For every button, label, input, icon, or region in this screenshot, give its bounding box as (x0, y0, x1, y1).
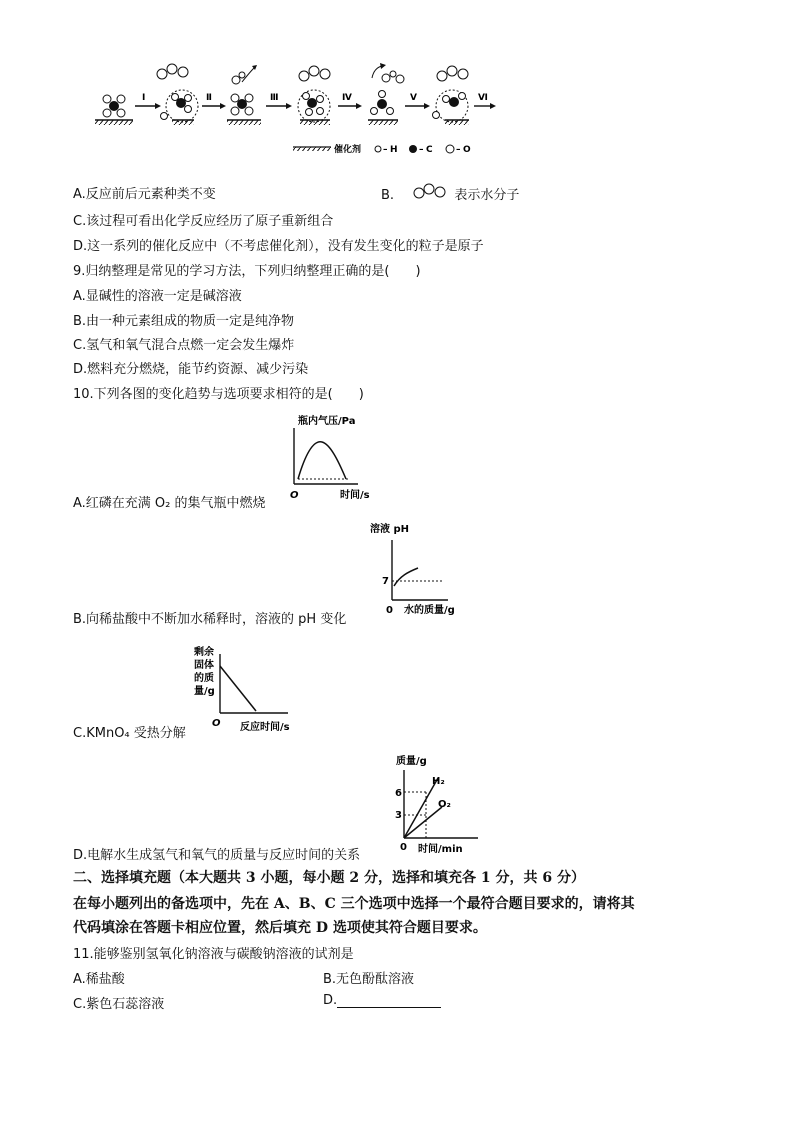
chart-a-xlabel: 时间/s (340, 490, 370, 501)
q9-option-c: C.氢气和氧气混合点燃一定会发生爆炸 (73, 338, 295, 353)
chart-d-o2-line (404, 807, 442, 838)
chart-b-origin: 0 (386, 605, 393, 616)
q9-option-b: B.由一种元素组成的物质一定是纯净物 (73, 314, 295, 329)
q11-answer-blank[interactable] (337, 995, 441, 1008)
arrow-step-5 (405, 93, 430, 109)
chart-c-ylabel-2: 固体 (194, 660, 214, 671)
stage-2 (227, 65, 261, 125)
chart-d-electrolysis (382, 752, 492, 856)
q8-option-b-prefix: B. (381, 188, 395, 203)
svg-text:–: – (456, 145, 461, 155)
chart-a-curve (298, 442, 346, 479)
q8-option-b-text: 表示水分子 (454, 188, 520, 203)
q8-option-d: D.这一系列的催化反应中（不考虑催化剂），没有发生变化的粒子是原子 (73, 239, 484, 254)
arrow-step-4 (338, 93, 362, 109)
chart-d-h2-line (404, 778, 438, 838)
svg-text:H: H (390, 145, 398, 155)
chart-c-curve (220, 666, 256, 711)
svg-text:催化剂: 催化剂 (334, 145, 362, 155)
q11-option-c: C.紫色石蕊溶液 (73, 997, 165, 1012)
water-molecule-model-icon (412, 183, 448, 201)
stage-5 (433, 66, 470, 125)
stage-4 (368, 63, 404, 125)
chart-d-ytick-6: 6 (395, 788, 402, 799)
chart-d-ylabel: 质量/g (396, 756, 427, 767)
arrow-step-1 (135, 93, 161, 109)
q10-option-b: B.向稀盐酸中不断加水稀释时，溶液的 pH 变化 (73, 612, 347, 627)
chart-c-ylabel-1: 剩余 (194, 647, 214, 658)
q8-option-a: A.反应前后元素种类不变 (73, 187, 216, 202)
arrow-step-2 (202, 93, 226, 109)
q10-option-d: D.电解水生成氢气和氧气的质量与反应时间的关系 (73, 848, 361, 863)
q10-option-a: A.红磷在充满 O₂ 的集气瓶中燃烧 (73, 496, 266, 511)
q11-stem: 11.能够鉴别氢氧化钠溶液与碳酸钠溶液的试剂是 (73, 947, 354, 962)
q8-option-c: C.该过程可看出化学反应经历了原子重新组合 (73, 214, 334, 229)
svg-text:Ⅴ: Ⅴ (410, 93, 417, 103)
q9-stem: 9.归纳整理是常见的学习方法，下列归纳整理正确的是( ) (73, 264, 421, 279)
chart-b-ylabel: 溶液 pH (370, 524, 410, 535)
svg-text:–: – (383, 145, 388, 155)
chart-c-kmno4 (190, 644, 310, 734)
chart-b-ph (364, 520, 474, 620)
svg-text:Ⅱ: Ⅱ (206, 93, 212, 103)
stage-0 (95, 95, 133, 125)
chart-d-h2-label: H₂ (432, 776, 445, 787)
chart-d-origin: 0 (400, 842, 407, 853)
svg-text:C: C (426, 145, 433, 155)
stage-3 (298, 66, 330, 125)
chart-d-ytick-3: 3 (395, 810, 402, 821)
svg-text:Ⅳ: Ⅳ (342, 93, 352, 103)
chart-a-pressure (282, 412, 392, 504)
diagram-legend (293, 143, 471, 155)
stage-1 (157, 64, 198, 125)
svg-text:–: – (419, 145, 424, 155)
catalytic-reaction-diagram (90, 58, 500, 168)
svg-text:Ⅲ: Ⅲ (270, 93, 279, 103)
svg-text:Ⅰ: Ⅰ (142, 93, 146, 103)
arrow-step-6 (474, 93, 496, 109)
q11-option-a: A.稀盐酸 (73, 972, 125, 987)
q10-option-c: C.KMnO₄ 受热分解 (73, 726, 186, 741)
q9-option-d: D.燃料充分燃烧，能节约资源、减少污染 (73, 362, 309, 377)
q11-option-d (323, 993, 441, 1008)
q11-option-b: B.无色酚酞溶液 (323, 972, 415, 987)
arrow-step-3 (266, 93, 292, 109)
chart-b-xlabel: 水的质量/g (404, 605, 455, 616)
section-2-instructions-2: 代码填涂在答题卡相应位置，然后填充 D 选项使其符合题目要求。 (73, 920, 487, 936)
chart-b-ytick-7: 7 (382, 576, 389, 587)
chart-c-ylabel-3: 的质 (194, 673, 214, 684)
chart-c-ylabel-4: 量/g (194, 686, 215, 697)
chart-a-origin: O (290, 490, 299, 501)
chart-c-xlabel: 反应时间/s (240, 722, 290, 733)
chart-c-origin: O (212, 718, 221, 729)
q11-option-d-label: D. (323, 993, 338, 1008)
chart-b-curve (394, 568, 418, 586)
q8-option-b (381, 183, 519, 203)
chart-d-xlabel: 时间/min (418, 844, 463, 855)
q10-stem: 10.下列各图的变化趋势与选项要求相符的是( ) (73, 387, 364, 402)
chart-a-ylabel: 瓶内气压/Pa (298, 416, 356, 427)
svg-text:Ⅵ: Ⅵ (478, 93, 488, 103)
svg-text:O: O (463, 145, 471, 155)
section-2-title: 二、选择填充题（本大题共 3 小题，每小题 2 分，选择和填充各 1 分，共 6 分） (73, 870, 585, 886)
section-2-instructions-1: 在每小题列出的备选项中，先在 A、B、C 三个选项中选择一个最符合题目要求的，请将其 (73, 896, 635, 912)
q9-option-a: A.显碱性的溶液一定是碱溶液 (73, 289, 242, 304)
chart-d-o2-label: O₂ (438, 799, 451, 810)
